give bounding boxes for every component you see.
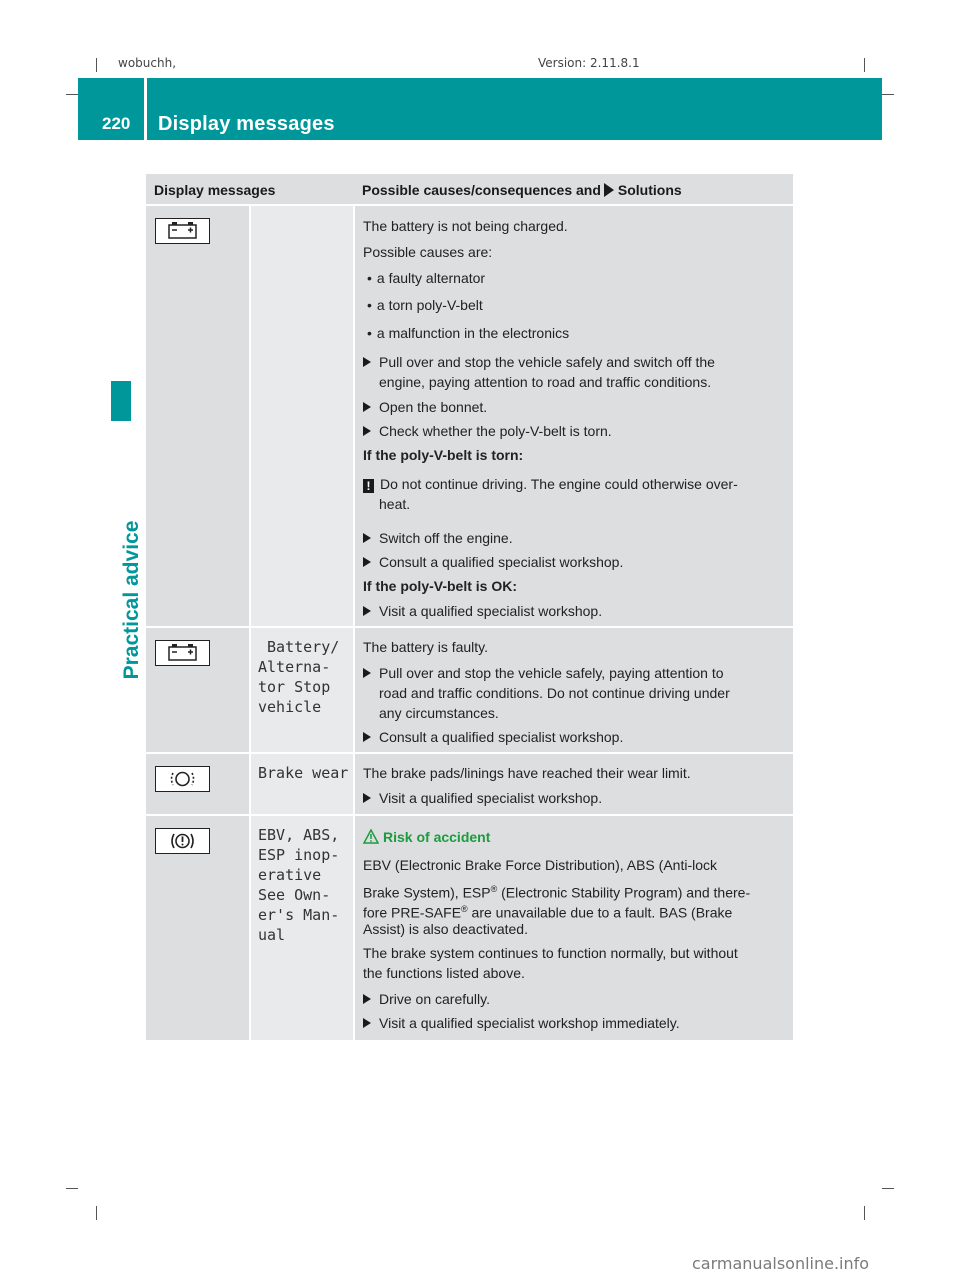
table-row <box>146 816 793 1040</box>
col-solutions-label: Solutions <box>617 182 682 198</box>
text-line: The brake pads/linings have reached their wear limit. <box>363 765 691 781</box>
step-text: Switch off the engine. <box>379 530 513 546</box>
step-arrow-icon <box>363 402 371 412</box>
list-item: • a torn poly-V-belt <box>367 295 483 315</box>
solution-cell <box>355 628 793 752</box>
step-text: engine, paying attention to road and traffic conditions. <box>379 374 712 390</box>
text-line: the functions listed above. <box>363 965 525 981</box>
step-arrow-icon <box>363 557 371 567</box>
step-arrow-icon <box>604 183 614 197</box>
step-item <box>363 727 623 747</box>
symbol-cell <box>146 816 249 1040</box>
message-cell <box>251 628 353 752</box>
step-text: Consult a qualified specialist workshop. <box>379 554 624 570</box>
table-row <box>146 206 793 626</box>
step-arrow-icon <box>363 606 371 616</box>
step-item <box>363 1013 680 1033</box>
step-text: Visit a qualified specialist workshop. <box>379 790 603 806</box>
step-arrow-icon <box>363 994 371 1004</box>
display-message: Brake wear <box>258 764 349 782</box>
step-text: Open the bonnet. <box>379 399 488 415</box>
registered-mark: ® <box>461 904 468 914</box>
step-arrow-icon <box>363 793 371 803</box>
step-item <box>363 352 715 392</box>
note-text: Do not continue driving. The engine could otherwise over- <box>380 476 738 492</box>
table-row <box>146 754 793 814</box>
caution-icon: ! <box>363 479 374 493</box>
step-text: Visit a qualified specialist workshop immediately. <box>379 1015 680 1031</box>
text-line: Possible causes are: <box>363 244 493 260</box>
caution-note <box>363 474 738 494</box>
page-number: 220 <box>102 114 131 133</box>
step-arrow-icon <box>363 668 371 678</box>
table-header <box>146 174 793 204</box>
print-meta-right: Version: 2.11.8.1 <box>538 56 640 70</box>
warning-triangle-icon <box>363 829 379 844</box>
risk-warning <box>383 827 490 847</box>
text-fragment: Brake System), ESP <box>363 884 491 901</box>
step-arrow-icon <box>363 357 371 367</box>
step-item <box>363 528 513 548</box>
step-text: road and traffic conditions. Do not continue driving under <box>379 685 730 701</box>
page-header <box>78 78 882 140</box>
col-display-messages: Display messages <box>154 182 276 198</box>
step-text: Drive on carefully. <box>379 991 491 1007</box>
messages-table <box>146 174 793 1040</box>
text-fragment: fore PRE-SAFE <box>363 904 462 921</box>
crop-mark <box>864 58 865 72</box>
watermark-url: carmanualsonline.info <box>692 1254 870 1273</box>
crop-mark <box>66 1188 78 1189</box>
step-arrow-icon <box>363 533 371 543</box>
step-item <box>363 989 490 1009</box>
solution-cell <box>355 816 793 1040</box>
step-arrow-icon <box>363 732 371 742</box>
solution-cell <box>355 206 793 626</box>
risk-label: Risk of accident <box>383 829 491 845</box>
list-item: • a faulty alternator <box>367 268 485 288</box>
step-item <box>363 552 623 572</box>
condition-heading: If the poly-V-belt is OK: <box>363 578 518 594</box>
table-row <box>146 628 793 752</box>
section-label: Practical advice <box>120 520 143 680</box>
battery-icon <box>155 218 210 244</box>
step-text: Consult a qualified specialist workshop. <box>379 729 624 745</box>
col-causes-solutions <box>362 182 682 198</box>
crop-mark <box>864 1206 865 1220</box>
message-cell <box>251 816 353 1040</box>
crop-mark <box>96 1206 97 1220</box>
brake-wear-icon <box>155 766 210 792</box>
step-item <box>363 601 602 621</box>
step-text: Check whether the poly-V-belt is torn. <box>379 423 612 439</box>
display-message: EBV, ABS, ESP inop- erative See Own- er's Man- ual <box>258 826 340 944</box>
print-meta-left: wobuchh, <box>118 56 177 70</box>
message-cell <box>251 206 353 626</box>
solution-cell <box>355 754 793 814</box>
step-item <box>363 397 487 417</box>
col-causes-label: Possible causes/consequences and <box>362 182 601 198</box>
battery-icon <box>155 640 210 666</box>
text-fragment: are unavailable due to a fault. BAS (Brake <box>467 904 733 921</box>
crop-mark <box>882 1188 894 1189</box>
step-item <box>363 421 612 441</box>
symbol-cell <box>146 206 249 626</box>
brake-warning-icon <box>155 828 210 854</box>
step-item <box>363 788 602 808</box>
step-item <box>363 663 730 723</box>
step-text: any circumstances. <box>379 705 499 721</box>
text-line: The battery is faulty. <box>363 639 489 655</box>
step-text: Visit a qualified specialist workshop. <box>379 603 603 619</box>
display-message: Battery/ Alterna- tor Stop vehicle <box>258 638 340 716</box>
header-divider <box>144 78 147 140</box>
text-line: Assist) is also deactivated. <box>363 921 528 937</box>
message-cell <box>251 754 353 814</box>
step-text: Pull over and stop the vehicle safely, paying attention to <box>379 665 724 681</box>
text-line: The battery is not being charged. <box>363 218 568 234</box>
text-line: EBV (Electronic Brake Force Distribution), ABS (Anti-lock <box>363 857 718 873</box>
step-text: Pull over and stop the vehicle safely and switch off the <box>379 354 715 370</box>
step-arrow-icon <box>363 426 371 436</box>
symbol-cell <box>146 754 249 814</box>
step-arrow-icon <box>363 1018 371 1028</box>
crop-mark <box>96 58 97 72</box>
crop-mark <box>882 94 894 95</box>
symbol-cell <box>146 628 249 752</box>
crop-mark <box>66 94 78 95</box>
registered-mark: ® <box>490 884 498 894</box>
page-title: Display messages <box>158 113 335 135</box>
text-line: The brake system continues to function normally, but without <box>363 945 738 961</box>
list-item: • a malfunction in the electronics <box>367 323 569 343</box>
caution-note-cont: heat. <box>379 496 411 512</box>
text-fragment: (Electronic Stability Program) and there- <box>497 884 751 901</box>
condition-heading: If the poly-V-belt is torn: <box>363 447 524 463</box>
section-tab <box>111 381 131 421</box>
